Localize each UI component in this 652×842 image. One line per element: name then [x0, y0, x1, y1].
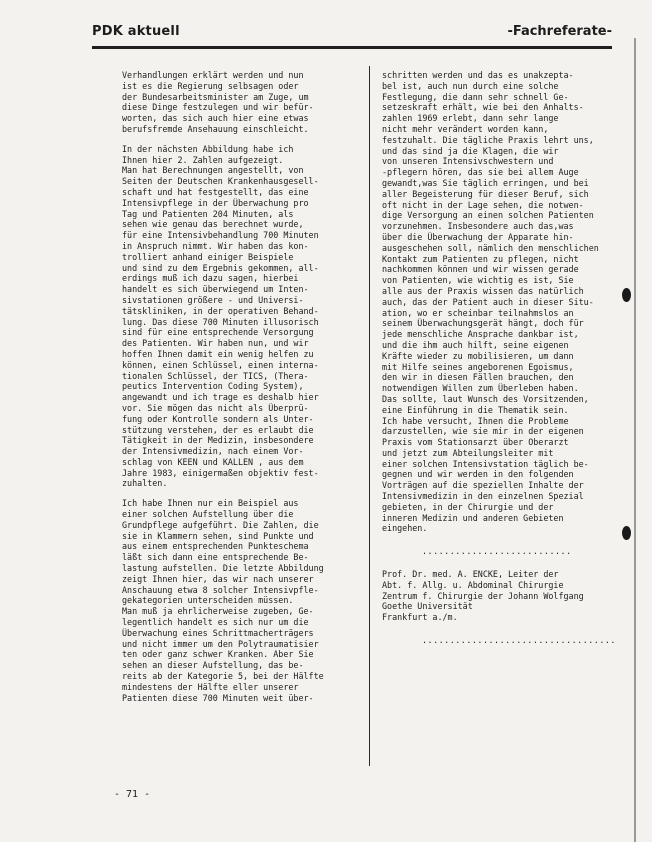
text-line: den wir in diesen Fällen brauchen, den [382, 372, 574, 383]
text-line: einer solchen Aufstellung über die [122, 509, 294, 520]
text-line: sivstationen größere - und Universi- [122, 294, 304, 305]
separator-dots [422, 635, 628, 646]
text-line: Tätigkeit in der Medizin, insbesondere [122, 435, 314, 446]
text-line: ation, wo er scheinbar teilnahmslos an [382, 307, 574, 318]
text-line: worten, das sich auch hier eine etwas [122, 113, 309, 124]
text-line: läßt sich dann eine entsprechende Be- [122, 552, 309, 563]
text-line: peutics Intervention Coding System), [122, 381, 304, 392]
page-edge-line [634, 38, 636, 842]
text-line: reits ab der Kategorie 5, bei der Hälfte [122, 671, 324, 682]
text-line: vor. Sie mögen das nicht als Überprü- [122, 402, 309, 413]
text-line: sie in Klammern sehen, sind Punkte und [122, 530, 314, 541]
text-line: aus einem entsprechenden Punkteschema [122, 541, 309, 552]
text-line: Kontakt zum Patienten zu pflegen, nicht [382, 253, 579, 264]
text-line: legentlich handelt es sich nur um die [122, 617, 309, 628]
text-line: Kräfte wieder zu mobilisieren, um dann [382, 350, 574, 361]
text-line: ................................... [422, 635, 616, 646]
text-line: vorzunehmen. Insbesondere auch das,was [382, 221, 574, 232]
text-line: für eine Intensivbehandlung 700 Minuten [122, 230, 319, 241]
text-line: lung. Das diese 700 Minuten illusorisch [122, 316, 319, 327]
text-line: fung oder Kontrolle sondern als Unter- [122, 413, 314, 424]
text-line: handelt es sich überwiegend um Inten- [122, 284, 309, 295]
text-line: schritten werden und das es unakzepta- [382, 70, 574, 80]
text-line: ........................... [422, 546, 572, 557]
text-line: zeigt Ihnen hier, das wir nach unserer [122, 573, 314, 584]
text-line: Anschauung etwa 8 solcher Intensivpfle- [122, 584, 319, 595]
text-line: und jetzt zum Abteilungsleiter mit [382, 447, 554, 458]
text-line: eine Einführung in die Thematik sein. [382, 404, 569, 415]
text-line: In der nächsten Abbildung habe ich [122, 143, 294, 154]
text-line: Verhandlungen erklärt werden und nun [122, 70, 304, 80]
text-line: können, einen Schlüssel, einen interna- [122, 359, 319, 370]
text-line: tätskliniken, in der operativen Behand- [122, 305, 319, 316]
text-line: mindestens der Hälfte eller unserer [122, 681, 299, 692]
punch-hole [622, 526, 631, 540]
text-line: in Anspruch nimmt. Wir haben das kon- [122, 240, 309, 251]
paragraph [122, 70, 362, 135]
text-line: sehen wie genau das berechnet wurde, [122, 219, 304, 230]
text-line: trolliert anhand einiger Beispiele [122, 251, 294, 262]
text-line: angewandt und ich trage es deshalb hier [122, 392, 319, 403]
text-line: auch, das der Patient auch in dieser Situ- [382, 296, 594, 307]
header-section-title: -Fachreferate- [507, 24, 612, 39]
text-line: alle aus der Praxis wissen das natürlich [382, 285, 584, 296]
text-line: nachkommen können und wir wissen gerade [382, 264, 579, 275]
text-line: mit Hilfe seines angeborenen Egoismus, [382, 361, 574, 372]
text-line: Ich habe Ihnen nur ein Beispiel aus [122, 498, 299, 509]
text-line: der Bundesarbeitsminister am Zuge, um [122, 91, 309, 102]
text-line: zahlen 1969 erlebt, dann sehr lange [382, 113, 559, 124]
text-line: darzustellen, wie sie mir in der eigenen [382, 426, 584, 437]
text-line: Jahre 1983, einigermaßen objektiv fest- [122, 467, 319, 478]
text-line: notwendigen Willen zum Überleben haben. [382, 383, 579, 394]
text-line: von unseren Intensivschwestern und [382, 156, 554, 167]
right-text-column [382, 70, 628, 658]
text-line: tionalen Schlüssel, der TICS, (Thera- [122, 370, 309, 381]
text-line: Abt. f. Allg. u. Abdominal Chirurgie [382, 579, 564, 590]
text-line: hoffen Ihnen damit ein wenig helfen zu [122, 348, 314, 359]
paragraph [122, 144, 362, 490]
text-line: Prof. Dr. med. A. ENCKE, Leiter der [382, 569, 559, 580]
text-line: Seiten der Deutschen Krankenhausgesell- [122, 176, 319, 187]
left-text-column [122, 70, 362, 712]
text-line: sehen an dieser Aufstellung, das be- [122, 660, 304, 671]
text-line: Ich habe versucht, Ihnen die Probleme [382, 415, 569, 426]
text-line: erdings muß ich dazu sagen, hierbei [122, 273, 299, 284]
punch-hole [622, 288, 631, 302]
text-line: ten oder ganz schwer Kranken. Aber Sie [122, 649, 314, 660]
text-line: dige Versorgung an einen solchen Patienten [382, 210, 594, 221]
text-line: über die Überwachung der Apparate hin- [382, 231, 574, 242]
header-rule [92, 46, 612, 49]
text-line: berufsfremde Ansehauung einschleicht. [122, 123, 309, 134]
text-line: Praxis vom Stationsarzt über Oberarzt [382, 437, 569, 448]
text-line: schaft und hat festgestellt, das eine [122, 186, 309, 197]
text-line: der Intensivmedizin, nach einem Vor- [122, 446, 304, 457]
text-line: ausgeschehen soll, nämlich den menschlichen [382, 242, 599, 253]
text-line: -pflegern hören, das sie bei allem Auge [382, 167, 579, 178]
text-line: oft nicht in der Lage sehen, die notwen- [382, 199, 584, 210]
text-line: bel ist, auch nun durch eine solche [382, 80, 559, 91]
text-line: Grundpflege aufgeführt. Die Zahlen, die [122, 519, 319, 530]
text-line: stützung verstehen, der es erlaubt die [122, 424, 314, 435]
text-line: und nicht immer um den Polytraumatisier [122, 638, 319, 649]
text-line: Patienten diese 700 Minuten weit über- [122, 692, 314, 703]
text-line: einer solchen Intensivstation täglich be- [382, 458, 589, 469]
text-line: Frankfurt a./m. [382, 612, 458, 623]
text-line: von Patienten, wie wichtig es ist, Sie [382, 275, 574, 286]
text-line: Zentrum f. Chirurgie der Johann Wolfgang [382, 590, 584, 601]
text-line: Das sollte, laut Wunsch des Vorsitzenden, [382, 393, 589, 404]
text-line: gewandt,was Sie täglich erringen, und bei [382, 177, 589, 188]
paragraph [122, 498, 362, 703]
text-line: eingehen. [382, 523, 428, 534]
text-line: aller Begeisterung für dieser Beruf, sich [382, 188, 589, 199]
text-line: Festlegung, die dann sehr schnell Ge- [382, 91, 569, 102]
text-line: Goethe Universität [382, 601, 473, 612]
text-line: jede menschliche Ansprache dankbar ist, [382, 329, 579, 340]
text-line: und das sind ja die Klagen, die wir [382, 145, 559, 156]
text-line: festzuhalt. Die tägliche Praxis lehrt uns, [382, 134, 594, 145]
text-line: zuhalten. [122, 478, 168, 489]
text-line: und sind zu dem Ergebnis gekommen, all- [122, 262, 319, 273]
paragraph [382, 70, 628, 534]
header-magazine-title: PDK aktuell [92, 24, 180, 39]
text-line: inneren Medizin und anderen Gebieten [382, 512, 564, 523]
text-line: nicht mehr verändert worden kann, [382, 123, 549, 134]
text-line: diese Dinge festzulegen und wir befür- [122, 102, 314, 113]
text-line: Man muß ja ehrlicherweise zugeben, Ge- [122, 606, 314, 617]
text-line: Vorträgen auf die speziellen Inhalte der [382, 480, 584, 491]
separator-dots [422, 546, 628, 557]
text-line: lastung aufstellen. Die letzte Abbildung [122, 563, 324, 574]
page-number: - 71 - [114, 789, 151, 800]
text-line: des Patienten. Wir haben nun, und wir [122, 338, 309, 349]
column-divider [369, 66, 370, 766]
text-line: setzeskraft erhält, wie bei den Anhalts- [382, 102, 584, 113]
text-line: Ihnen hier 2. Zahlen aufgezeigt. [122, 154, 284, 165]
text-line: und die ihm auch hilft, seine eigenen [382, 339, 569, 350]
text-line: gegnen und wir werden in den folgenden [382, 469, 574, 480]
text-line: gebieten, in der Chirurgie und der [382, 501, 554, 512]
text-line: Intensivmedizin in den einzelnen Spezial [382, 491, 584, 502]
text-line: Überwachung eines Schrittmacherträgers [122, 627, 314, 638]
text-line: Tag und Patienten 204 Minuten, als [122, 208, 294, 219]
text-line: sind für eine entsprechende Versorgung [122, 327, 314, 338]
text-line: ist es die Regierung selbsagen oder [122, 80, 299, 91]
text-line: seinem Überwachungsgerät hängt, doch für [382, 318, 584, 329]
text-line: Man hat Berechnungen angestellt, von [122, 165, 304, 176]
paragraph [382, 569, 628, 623]
text-line: gekategorien unterscheiden müssen. [122, 595, 294, 606]
text-line: Intensivpflege in der Überwachung pro [122, 197, 309, 208]
text-line: schlag von KEEN und KALLEN , aus dem [122, 456, 304, 467]
